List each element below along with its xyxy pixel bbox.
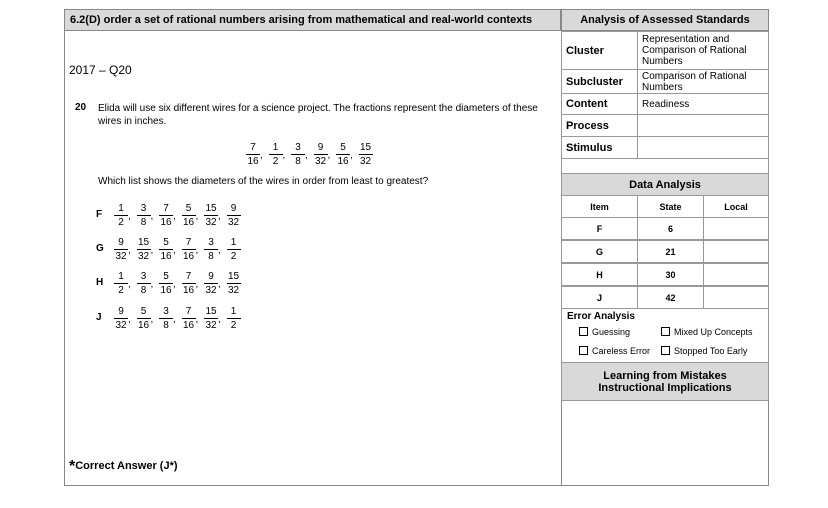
numerator: 1 bbox=[272, 142, 279, 153]
content-value: Readiness bbox=[637, 93, 769, 115]
option-j-fraction bbox=[182, 306, 196, 331]
denominator: 2 bbox=[118, 217, 124, 228]
denominator: 32 bbox=[205, 320, 217, 331]
comma-separator: , bbox=[128, 279, 131, 290]
fraction-bar bbox=[227, 283, 241, 284]
numerator: 7 bbox=[185, 271, 192, 282]
learning-line2: Instructional Implications bbox=[598, 382, 732, 394]
option-j-fraction bbox=[137, 306, 151, 331]
denominator: 8 bbox=[140, 217, 147, 228]
numerator: 9 bbox=[317, 142, 324, 153]
option-h-fraction bbox=[204, 271, 218, 296]
fraction-bar bbox=[114, 249, 128, 250]
stem-fraction bbox=[359, 142, 373, 167]
numerator: 7 bbox=[185, 237, 192, 248]
numerator: 3 bbox=[163, 306, 169, 317]
comma-separator: , bbox=[260, 150, 263, 161]
data-item-cell: J bbox=[561, 286, 638, 309]
numerator: 5 bbox=[140, 306, 147, 317]
question-number: 20 bbox=[75, 102, 87, 113]
denominator: 32 bbox=[205, 217, 217, 228]
option-f-fraction bbox=[159, 203, 173, 228]
denominator: 16 bbox=[182, 320, 195, 331]
denominator: 2 bbox=[118, 285, 124, 296]
fraction-bar bbox=[159, 215, 173, 216]
option-h-fraction bbox=[227, 271, 241, 296]
numerator: 5 bbox=[163, 271, 169, 282]
option-j-fraction bbox=[114, 306, 128, 331]
fraction-bar bbox=[137, 249, 151, 250]
option-f-letter[interactable]: F bbox=[96, 209, 103, 220]
option-g-fraction bbox=[227, 237, 241, 262]
denominator: 32 bbox=[115, 320, 127, 331]
numerator: 7 bbox=[250, 142, 256, 153]
checkbox[interactable] bbox=[579, 327, 588, 336]
data-local-cell bbox=[703, 286, 769, 309]
option-h-fraction bbox=[159, 271, 173, 296]
data-item-cell: H bbox=[561, 263, 638, 286]
fraction-bar bbox=[269, 154, 283, 155]
error-analysis-title: Error Analysis bbox=[567, 311, 635, 322]
cluster-value: Representation and Comparison of Rational Numbers bbox=[637, 31, 769, 70]
learning-header bbox=[561, 362, 769, 401]
option-f-fraction bbox=[227, 203, 241, 228]
stem-fraction bbox=[314, 142, 328, 167]
numerator: 7 bbox=[185, 306, 192, 317]
stimulus-label: Stimulus bbox=[561, 136, 638, 159]
stem-fraction bbox=[336, 142, 350, 167]
fraction-bar bbox=[159, 318, 173, 319]
ea-mixed-up-label: Mixed Up Concepts bbox=[674, 327, 753, 337]
comma-separator: , bbox=[173, 211, 176, 222]
denominator: 32 bbox=[227, 217, 240, 228]
option-h-fraction bbox=[114, 271, 128, 296]
fraction-bar bbox=[227, 318, 241, 319]
fraction-bar bbox=[336, 154, 350, 155]
fraction-bar bbox=[204, 249, 218, 250]
comma-separator: , bbox=[305, 150, 308, 161]
content-label: Content bbox=[561, 93, 638, 115]
denominator: 32 bbox=[359, 156, 372, 167]
denominator: 2 bbox=[230, 251, 237, 262]
numerator: 5 bbox=[185, 203, 192, 214]
comma-separator: , bbox=[282, 150, 286, 161]
data-local-cell bbox=[703, 263, 769, 286]
numerator: 3 bbox=[140, 271, 147, 282]
year-question: 2017 – Q20 bbox=[69, 63, 132, 77]
analysis-header: Analysis of Assessed Standards bbox=[561, 9, 769, 31]
denominator: 8 bbox=[163, 320, 169, 331]
option-j-letter[interactable]: J bbox=[96, 312, 102, 323]
denominator: 16 bbox=[182, 217, 195, 228]
option-h-fraction bbox=[137, 271, 151, 296]
numerator: 9 bbox=[118, 306, 124, 317]
option-g-letter[interactable]: G bbox=[96, 243, 104, 254]
comma-separator: , bbox=[195, 245, 199, 256]
comma-separator: , bbox=[150, 279, 154, 290]
denominator: 8 bbox=[295, 156, 301, 167]
fraction-bar bbox=[159, 283, 173, 284]
option-f-fraction bbox=[137, 203, 151, 228]
denominator: 32 bbox=[137, 251, 150, 262]
numerator: 15 bbox=[205, 203, 217, 214]
checkbox[interactable] bbox=[579, 346, 588, 355]
numerator: 9 bbox=[208, 271, 214, 282]
stimulus-value bbox=[637, 136, 769, 159]
subcluster-value: Comparison of Rational Numbers bbox=[637, 69, 769, 94]
fraction-bar bbox=[182, 215, 196, 216]
comma-separator: , bbox=[173, 314, 176, 325]
fraction-bar bbox=[182, 249, 196, 250]
comma-separator: , bbox=[218, 211, 221, 222]
data-state-cell: 30 bbox=[637, 263, 704, 286]
denominator: 32 bbox=[205, 285, 217, 296]
numerator: 5 bbox=[340, 142, 346, 153]
option-j-fraction bbox=[159, 306, 173, 331]
comma-separator: , bbox=[150, 245, 154, 256]
stem-fraction bbox=[246, 142, 260, 167]
denominator: 32 bbox=[227, 285, 240, 296]
comma-separator: , bbox=[128, 314, 131, 325]
numerator: 15 bbox=[227, 271, 240, 282]
denominator: 16 bbox=[182, 251, 195, 262]
data-state-cell: 42 bbox=[637, 286, 704, 309]
numerator: 3 bbox=[295, 142, 301, 153]
numerator: 5 bbox=[163, 237, 169, 248]
fraction-bar bbox=[314, 154, 328, 155]
numerator: 3 bbox=[208, 237, 214, 248]
comma-separator: , bbox=[218, 279, 221, 290]
comma-separator: , bbox=[150, 211, 154, 222]
fraction-bar bbox=[137, 318, 151, 319]
comma-separator: , bbox=[128, 245, 131, 256]
numerator: 15 bbox=[205, 306, 217, 317]
numerator: 1 bbox=[118, 271, 124, 282]
data-state-cell: 21 bbox=[637, 240, 704, 263]
numerator: 3 bbox=[140, 203, 147, 214]
ea-guessing[interactable] bbox=[579, 327, 630, 337]
option-h-fraction bbox=[182, 271, 196, 296]
denominator: 16 bbox=[160, 217, 172, 228]
option-g-fraction bbox=[204, 237, 218, 262]
correct-answer-note bbox=[69, 458, 178, 476]
comma-separator: , bbox=[327, 150, 331, 161]
stem-fraction bbox=[269, 142, 283, 167]
option-f-fraction bbox=[204, 203, 218, 228]
correct-star: * bbox=[69, 458, 76, 475]
denominator: 16 bbox=[160, 251, 172, 262]
denominator: 8 bbox=[140, 285, 147, 296]
comma-separator: , bbox=[350, 150, 353, 161]
data-analysis-header: Data Analysis bbox=[561, 173, 769, 196]
data-state-cell: 6 bbox=[637, 217, 704, 240]
fraction-bar bbox=[114, 283, 128, 284]
fraction-bar bbox=[204, 283, 218, 284]
fraction-bar bbox=[246, 154, 260, 155]
comma-separator: , bbox=[218, 245, 221, 256]
checkbox[interactable] bbox=[661, 346, 670, 355]
option-g-fraction bbox=[137, 237, 151, 262]
fraction-bar bbox=[227, 215, 241, 216]
numerator: 15 bbox=[359, 142, 372, 153]
option-f-fraction bbox=[182, 203, 196, 228]
ea-mixed-up[interactable] bbox=[661, 327, 753, 337]
data-local-cell bbox=[703, 240, 769, 263]
numerator: 9 bbox=[230, 203, 237, 214]
option-f-fraction bbox=[114, 203, 128, 228]
denominator: 16 bbox=[247, 156, 259, 167]
denominator: 16 bbox=[337, 156, 349, 167]
data-item-cell: G bbox=[561, 240, 638, 263]
question-text: Elida will use six different wires for a science project. The fractions represent the diameters of these wires in inches. bbox=[98, 103, 538, 127]
numerator: 1 bbox=[230, 237, 237, 248]
ea-stopped-early-label: Stopped Too Early bbox=[674, 346, 748, 356]
fraction-bar bbox=[159, 249, 173, 250]
denominator: 16 bbox=[160, 285, 172, 296]
fraction-bar bbox=[182, 283, 196, 284]
fraction-bar bbox=[291, 154, 305, 155]
ea-guessing-label: Guessing bbox=[592, 327, 631, 337]
fraction-bar bbox=[114, 318, 128, 319]
denominator: 2 bbox=[230, 320, 237, 331]
fraction-bar bbox=[137, 215, 151, 216]
fraction-bar bbox=[204, 215, 218, 216]
col-local-header: Local bbox=[703, 195, 769, 218]
ea-careless-label: Careless Error bbox=[592, 346, 651, 356]
denominator: 8 bbox=[208, 251, 214, 262]
ea-stopped-early[interactable] bbox=[661, 346, 747, 356]
subcluster-label: Subcluster bbox=[561, 69, 638, 94]
numerator: 9 bbox=[118, 237, 124, 248]
comma-separator: , bbox=[218, 314, 221, 325]
checkbox[interactable] bbox=[661, 327, 670, 336]
col-item-header: Item bbox=[561, 195, 638, 218]
comma-separator: , bbox=[173, 279, 176, 290]
denominator: 32 bbox=[314, 156, 327, 167]
numerator: 15 bbox=[137, 237, 150, 248]
stem-fraction bbox=[291, 142, 305, 167]
fraction-bar bbox=[204, 318, 218, 319]
standard-header: 6.2(D) order a set of rational numbers arising from mathematical and real-world contexts bbox=[64, 9, 561, 31]
denominator: 16 bbox=[182, 285, 195, 296]
option-h-letter[interactable]: H bbox=[96, 277, 104, 288]
data-local-cell bbox=[703, 217, 769, 240]
cluster-label: Cluster bbox=[561, 31, 638, 70]
comma-separator: , bbox=[195, 279, 199, 290]
comma-separator: , bbox=[173, 245, 176, 256]
option-j-fraction bbox=[204, 306, 218, 331]
comma-separator: , bbox=[150, 314, 154, 325]
numerator: 1 bbox=[230, 306, 237, 317]
correct-answer-label: Correct Answer (J*) bbox=[75, 460, 178, 472]
comma-separator: , bbox=[128, 211, 131, 222]
denominator: 16 bbox=[137, 320, 150, 331]
comma-separator: , bbox=[195, 314, 199, 325]
fraction-bar bbox=[137, 283, 151, 284]
process-value bbox=[637, 114, 769, 137]
data-item-cell: F bbox=[561, 217, 638, 240]
col-state-header: State bbox=[637, 195, 704, 218]
fraction-bar bbox=[359, 154, 373, 155]
fraction-bar bbox=[182, 318, 196, 319]
learning-line1: Learning from Mistakes bbox=[603, 370, 727, 382]
fraction-bar bbox=[227, 249, 241, 250]
spacer-row bbox=[561, 158, 769, 174]
option-g-fraction bbox=[114, 237, 128, 262]
ea-careless[interactable] bbox=[579, 346, 650, 356]
option-g-fraction bbox=[182, 237, 196, 262]
question-ask: Which list shows the diameters of the wires in order from least to greatest? bbox=[98, 176, 429, 187]
numerator: 1 bbox=[118, 203, 124, 214]
option-g-fraction bbox=[159, 237, 173, 262]
option-j-fraction bbox=[227, 306, 241, 331]
denominator: 2 bbox=[272, 156, 279, 167]
fraction-bar bbox=[114, 215, 128, 216]
denominator: 32 bbox=[115, 251, 127, 262]
numerator: 7 bbox=[163, 203, 169, 214]
comma-separator: , bbox=[195, 211, 199, 222]
process-label: Process bbox=[561, 114, 638, 137]
